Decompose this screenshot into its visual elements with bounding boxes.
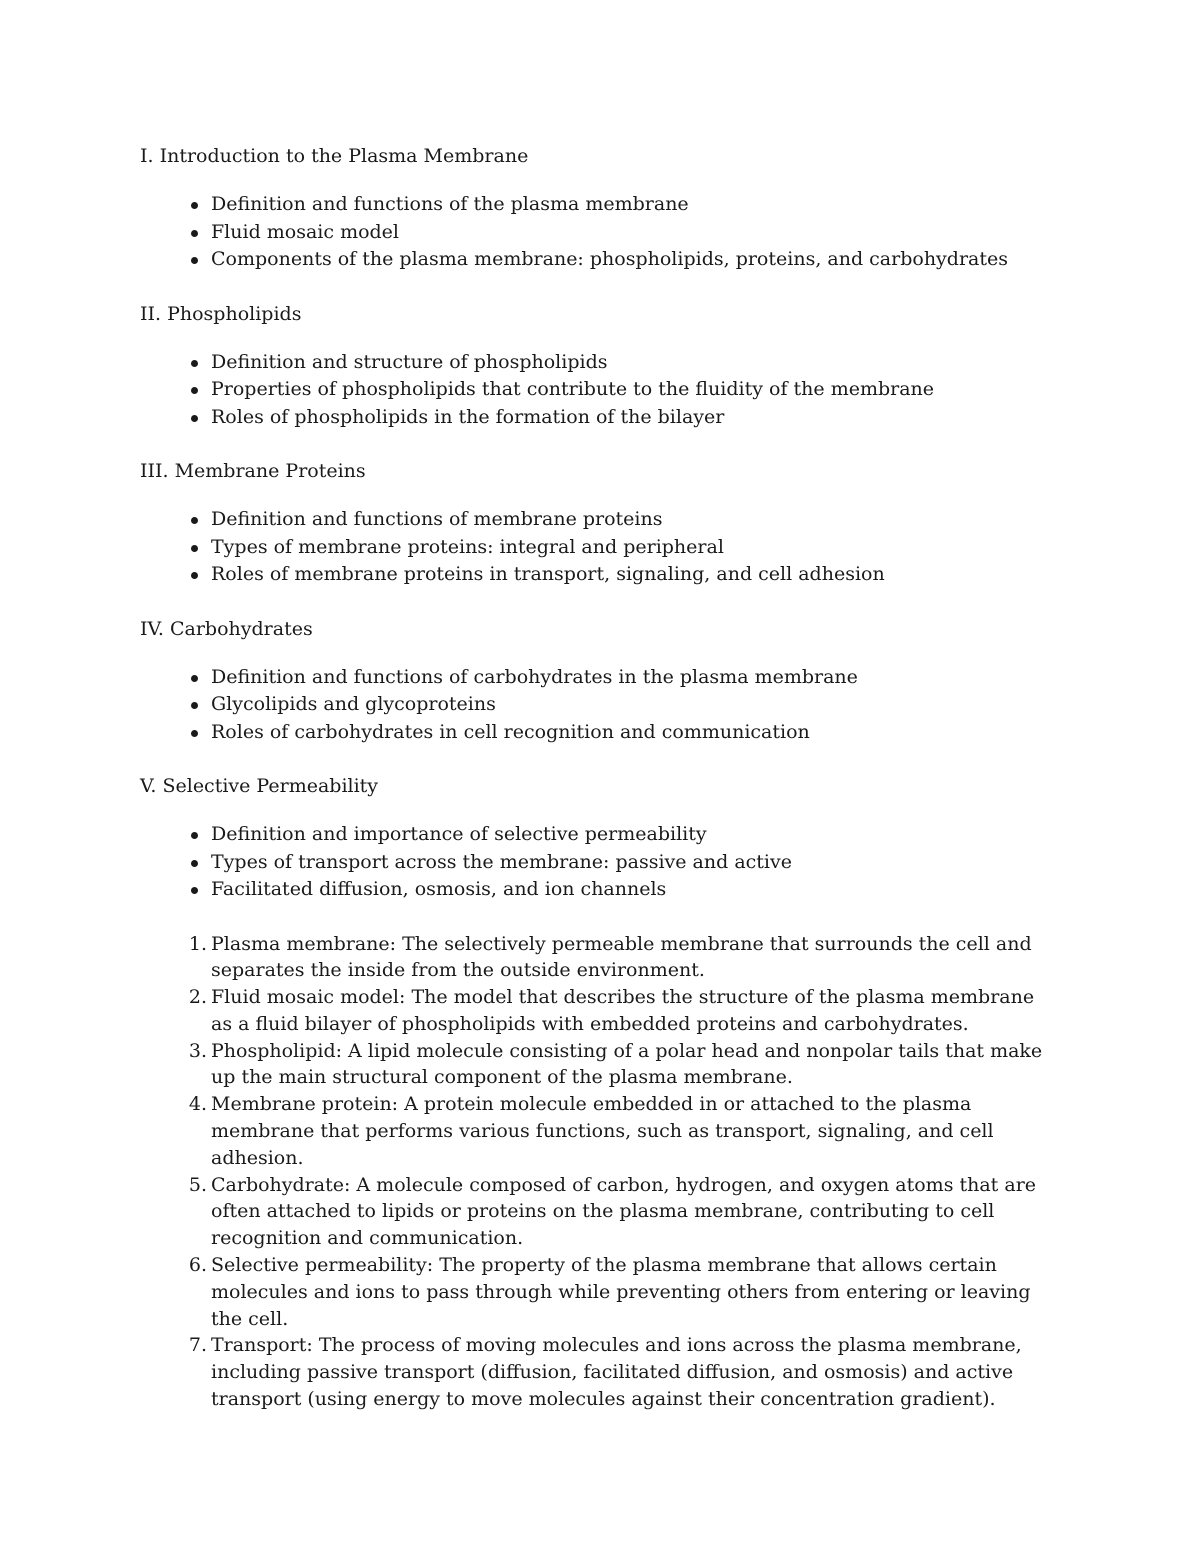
bullet-icon [191, 517, 198, 524]
bullet-text: Definition and functions of membrane proteins [211, 508, 663, 530]
bullet-icon [191, 387, 198, 394]
definition-text: Transport: The process of moving molecules and ions across the plasma membrane, including passive transport (diffusion, facilitated diffusion, and osmosis) and active transport (using energy to move molecules against their concentration gradient). [211, 1334, 1022, 1411]
bullet-icon [191, 545, 198, 552]
bullet-icon [191, 730, 198, 737]
bullet-icon [191, 360, 198, 367]
bullet-item [211, 534, 1060, 562]
section-heading: III. Membrane Proteins [140, 460, 366, 482]
bullet-text: Definition and functions of carbohydrates in the plasma membrane [211, 665, 858, 688]
definition-number: 3. [188, 1039, 207, 1062]
bullet-text: Facilitated diffusion, osmosis, and ion channels [211, 878, 667, 900]
bullet-item [211, 821, 1060, 849]
bullet-item [211, 191, 1060, 219]
definition-text: Carbohydrate: A molecule composed of carbon, hydrogen, and oxygen atoms that are often attached to lipids or proteins on the plasma membrane, contributing to cell recognition and communication. [211, 1173, 1037, 1250]
bullet-text: Glycolipids and glycoproteins [211, 693, 496, 715]
definitions-list [140, 931, 1060, 1413]
definition-text: Membrane protein: A protein molecule embedded in or attached to the plasma membrane that performs various functions, such as transport, signaling, and cell adhesion. [211, 1093, 994, 1169]
bullet-icon [191, 675, 198, 682]
definition-number: 7. [188, 1334, 207, 1357]
bullet-icon [191, 702, 198, 709]
bullet-item [211, 219, 1060, 247]
bullet-text: Types of membrane proteins: integral and peripheral [211, 535, 724, 558]
definition-number: 4. [188, 1093, 207, 1116]
bullet-text: Roles of membrane proteins in transport, signaling, and cell adhesion [211, 563, 885, 585]
bullet-text: Definition and functions of the plasma membrane [211, 193, 689, 215]
definition-text: Selective permeability: The property of the plasma membrane that allows certain molecules and ions to pass through while preventing others from entering or leaving the cell. [211, 1254, 1031, 1330]
bullet-item [211, 506, 1060, 534]
bullet-list [140, 506, 1060, 589]
bullet-item [211, 349, 1060, 377]
definition-item [188, 1172, 1060, 1252]
bullet-item [211, 691, 1060, 719]
definition-number: 2. [188, 986, 207, 1009]
bullet-text: Roles of phospholipids in the formation of the bilayer [211, 405, 725, 428]
definition-number: 6. [188, 1254, 207, 1277]
bullet-item [211, 404, 1060, 432]
bullet-text: Components of the plasma membrane: phospholipids, proteins, and carbohydrates [211, 248, 1008, 270]
bullet-item [211, 664, 1060, 692]
bullet-icon [191, 572, 198, 579]
bullet-icon [191, 887, 198, 894]
definition-item [188, 931, 1060, 985]
definition-text: Phospholipid: A lipid molecule consisting of a polar head and nonpolar tails that make up the main structural component of the plasma membrane. [211, 1039, 1043, 1089]
bullet-item [211, 719, 1060, 747]
definition-text: Plasma membrane: The selectively permeable membrane that surrounds the cell and separates the inside from the outside environment. [211, 932, 1032, 982]
bullet-text: Roles of carbohydrates in cell recognition and communication [211, 720, 810, 743]
definition-number: 5. [188, 1173, 207, 1196]
bullet-list [140, 664, 1060, 747]
bullet-text: Definition and importance of selective permeability [211, 823, 707, 845]
bullet-list [140, 191, 1060, 274]
bullet-list [140, 349, 1060, 432]
document-content [140, 143, 1060, 1413]
definition-text: Fluid mosaic model: The model that describes the structure of the plasma membrane as a fluid bilayer of phospholipids with embedded proteins and carbohydrates. [211, 986, 1035, 1035]
section-heading: IV. Carbohydrates [140, 617, 313, 640]
bullet-item [211, 849, 1060, 877]
outline-section-phospholipids [140, 301, 1060, 432]
bullet-item [211, 246, 1060, 274]
bullet-item [211, 376, 1060, 404]
outline-section-introduction [140, 143, 1060, 274]
bullet-list [140, 821, 1060, 904]
section-heading: V. Selective Permeability [140, 775, 379, 797]
bullet-text: Fluid mosaic model [211, 220, 400, 243]
outline-section-selective-permeability [140, 773, 1060, 904]
definition-item [188, 1038, 1060, 1092]
bullet-item [211, 876, 1060, 904]
section-heading: II. Phospholipids [140, 302, 302, 325]
bullet-icon [191, 415, 198, 422]
definition-item [188, 1252, 1060, 1332]
outline-section-carbohydrates [140, 616, 1060, 747]
outline-section-membrane-proteins [140, 458, 1060, 589]
definition-item [188, 1091, 1060, 1171]
definition-item [188, 1332, 1060, 1412]
bullet-item [211, 561, 1060, 589]
bullet-icon [191, 257, 198, 264]
bullet-icon [191, 230, 198, 237]
definition-number: 1. [188, 932, 207, 955]
bullet-icon [191, 860, 198, 867]
bullet-text: Definition and structure of phospholipids [211, 350, 608, 373]
bullet-icon [191, 202, 198, 209]
section-heading: I. Introduction to the Plasma Membrane [140, 145, 529, 167]
bullet-text: Types of transport across the membrane: passive and active [211, 850, 792, 873]
definition-item [188, 984, 1060, 1038]
bullet-icon [191, 832, 198, 839]
bullet-text: Properties of phospholipids that contribute to the fluidity of the membrane [211, 378, 935, 400]
